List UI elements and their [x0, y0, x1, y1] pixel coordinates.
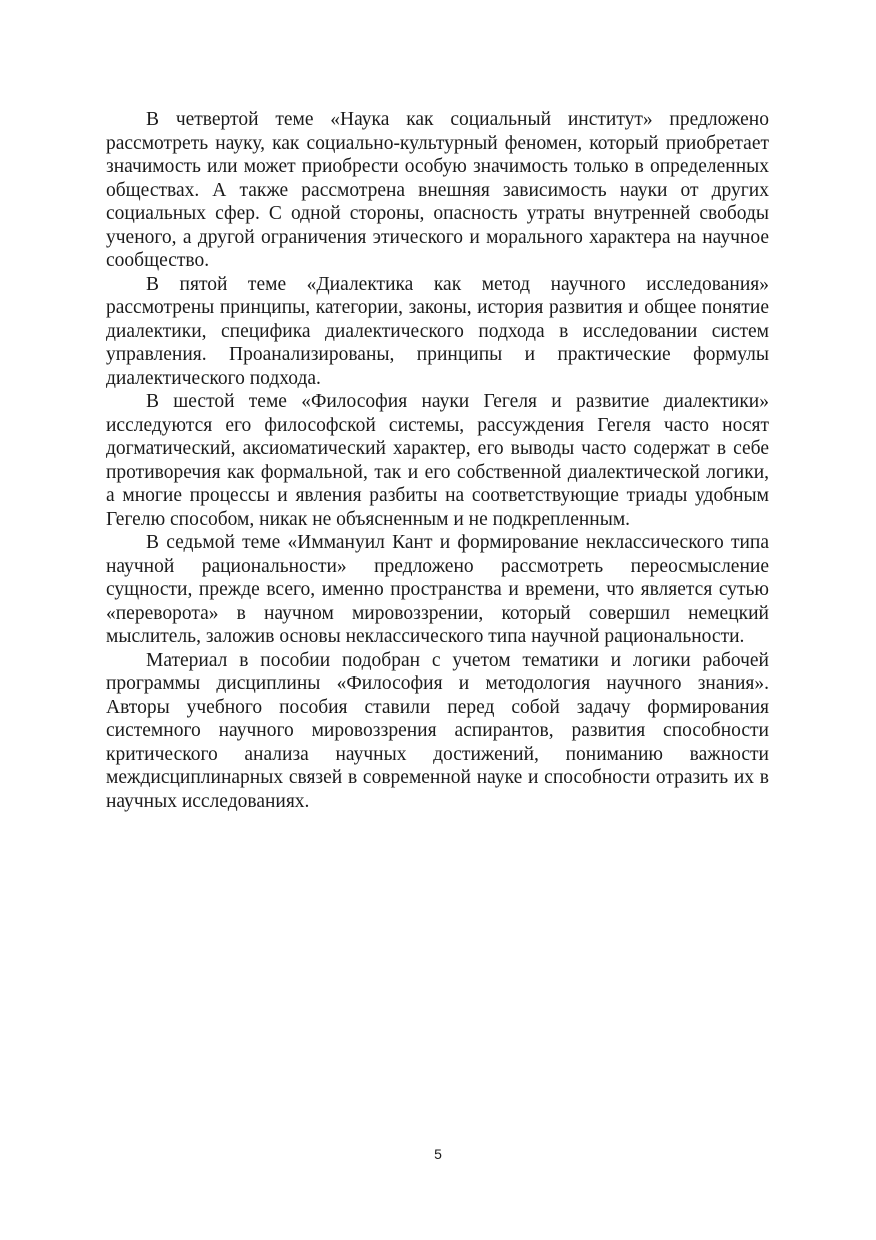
paragraph-topic-5: В пятой теме «Диалектика как метод научного исследования» рассмотрены принципы, категории, законы, история развития и общее понятие диалектики, специфика диалектического подхода в исследовании систем управления. Проанализированы, принципы и практические формулы диалектического подхода. [106, 273, 769, 389]
paragraph-topic-4: В четвертой теме «Наука как социальный институт» предложено рассмотреть науку, как социально-культурный феномен, который приобретает значимость или может приобрести особую значимость только в определенных обществах. А также рассмотрена внешняя зависимость науки от других социальных сфер. С одной стороны, опасность утраты внутренней свободы ученого, а другой ограничения этического и морального характера на научное сообщество. [106, 109, 769, 271]
body-text [106, 108, 769, 813]
page-number: 5 [434, 1146, 442, 1162]
paragraph-topic-7: В седьмой теме «Иммануил Кант и формирование неклассического типа научной рациональности» предложено рассмотреть переосмысление сущности, прежде всего, именно пространства и времени, что является сутью «переворота» в научном мировоззрении, который совершил немецкий мыслитель, заложив основы неклассического типа научной рациональности. [106, 532, 769, 647]
paragraph-conclusion: Материал в пособии подобран с учетом тематики и логики рабочей программы дисциплины «Философия и методология научного знания». Авторы учебного пособия ставили перед собой задачу формирования системного научного мировоззрения аспирантов, развития способности критического анализа научных достижений, пониманию важности междисциплинарных связей в современной науке и способности отразить их в научных исследованиях. [106, 649, 769, 812]
paragraph-topic-6: В шестой теме «Философия науки Гегеля и развитие диалектики» исследуются его философской системы, рассуждения Гегеля часто носят догматический, аксиоматический характер, его выводы часто содержат в себе противоречия как формальной, так и его собственной диалектической логики, а многие процессы и явления разбиты на соответствующие триады удобным Гегелю способом, никак не объясненным и не подкрепленным. [106, 391, 769, 530]
